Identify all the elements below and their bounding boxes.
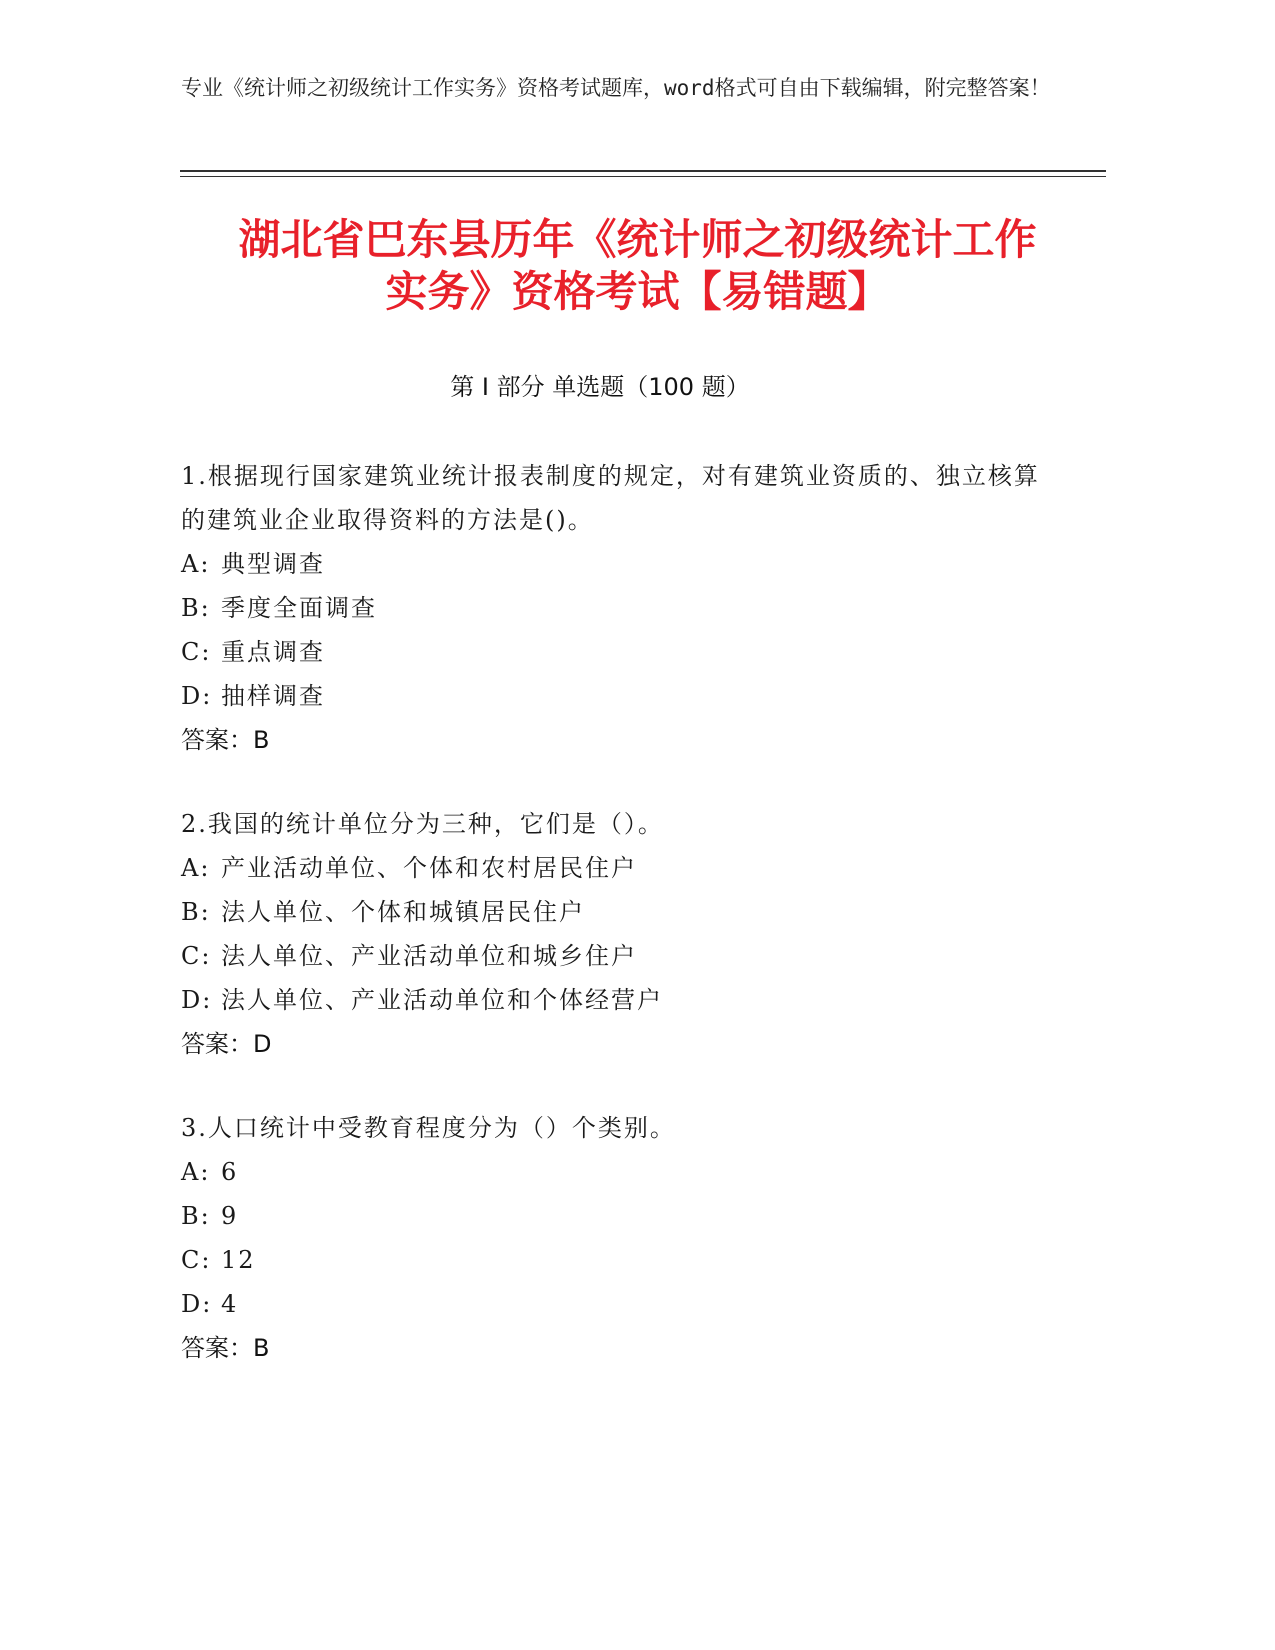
option-b bbox=[181, 1194, 1041, 1238]
option-letter: A: bbox=[181, 550, 211, 578]
option-a bbox=[181, 1150, 1041, 1194]
option-letter: B: bbox=[181, 898, 211, 926]
option-letter: D: bbox=[181, 1290, 213, 1318]
header-divider-thick bbox=[180, 170, 1106, 172]
question-stem: 1.根据现行国家建筑业统计报表制度的规定，对有建筑业资质的、独立核算的建筑业企业取得资料的方法是()。 bbox=[181, 462, 1040, 534]
option-d bbox=[181, 978, 1041, 1022]
option-text: 4 bbox=[221, 1290, 239, 1318]
option-d bbox=[181, 674, 1041, 718]
option-c bbox=[181, 934, 1041, 978]
header-divider-thin bbox=[180, 176, 1106, 177]
option-text: 重点调查 bbox=[221, 638, 325, 666]
option-text: 12 bbox=[221, 1246, 256, 1274]
document-title bbox=[150, 214, 1125, 318]
header-note: 专业《统计师之初级统计工作实务》资格考试题库，word格式可自由下载编辑，附完整答案！ bbox=[181, 76, 1051, 100]
option-c bbox=[181, 630, 1041, 674]
document-title-line-1: 湖北省巴东县历年《统计师之初级统计工作 bbox=[238, 215, 1037, 264]
document-title-line-2: 实务》资格考试【易错题】 bbox=[385, 267, 890, 316]
question-2 bbox=[181, 802, 1041, 1066]
option-text: 抽样调查 bbox=[221, 682, 325, 710]
option-letter: B: bbox=[181, 1202, 211, 1230]
answer-line: 答案：D bbox=[181, 1030, 272, 1058]
question-3 bbox=[181, 1106, 1041, 1370]
question-1 bbox=[181, 454, 1041, 762]
option-letter: C: bbox=[181, 942, 212, 970]
option-b bbox=[181, 586, 1041, 630]
answer-line: 答案：B bbox=[181, 726, 270, 754]
option-text: 6 bbox=[221, 1158, 239, 1186]
section-title: 第 I 部分 单选题（100 题） bbox=[450, 373, 750, 401]
option-text: 法人单位、产业活动单位和城乡住户 bbox=[221, 942, 637, 970]
option-text: 9 bbox=[221, 1202, 239, 1230]
question-stem: 2.我国的统计单位分为三种，它们是（）。 bbox=[181, 810, 664, 838]
option-c bbox=[181, 1238, 1041, 1282]
option-text: 产业活动单位、个体和农村居民住户 bbox=[221, 854, 637, 882]
option-a bbox=[181, 542, 1041, 586]
option-text: 季度全面调查 bbox=[221, 594, 377, 622]
option-letter: B: bbox=[181, 594, 211, 622]
option-letter: C: bbox=[181, 638, 212, 666]
option-letter: D: bbox=[181, 986, 213, 1014]
option-text: 法人单位、个体和城镇居民住户 bbox=[221, 898, 585, 926]
option-letter: D: bbox=[181, 682, 213, 710]
question-stem: 3.人口统计中受教育程度分为（）个类别。 bbox=[181, 1114, 676, 1142]
option-b bbox=[181, 890, 1041, 934]
option-letter: A: bbox=[181, 1158, 211, 1186]
option-text: 典型调查 bbox=[221, 550, 325, 578]
option-d bbox=[181, 1282, 1041, 1326]
option-a bbox=[181, 846, 1041, 890]
option-text: 法人单位、产业活动单位和个体经营户 bbox=[221, 986, 663, 1014]
option-letter: C: bbox=[181, 1246, 212, 1274]
answer-line: 答案：B bbox=[181, 1334, 270, 1362]
option-letter: A: bbox=[181, 854, 211, 882]
